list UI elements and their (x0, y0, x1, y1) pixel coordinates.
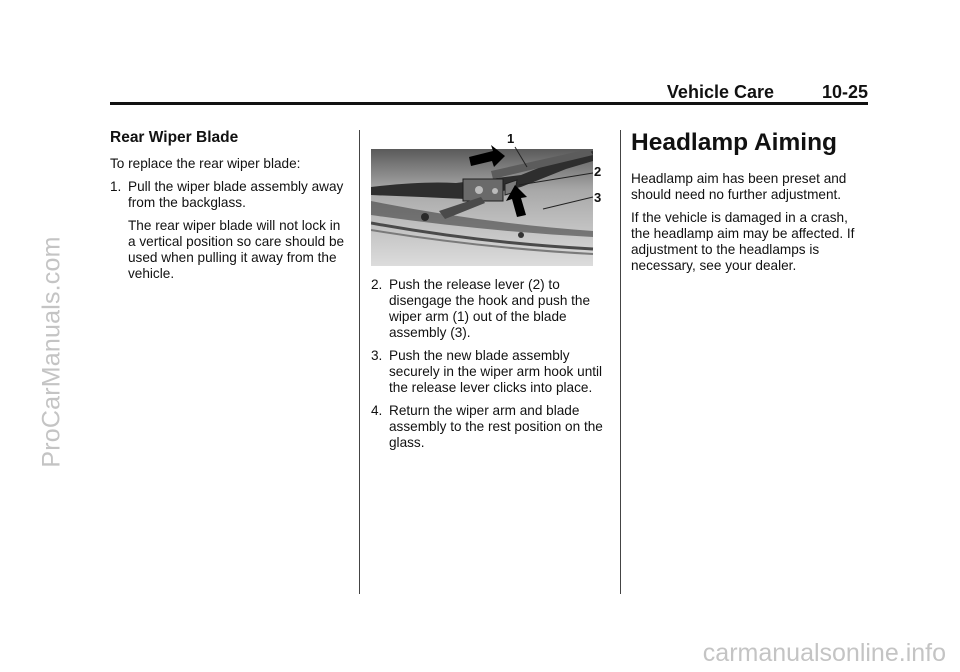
step-text: Pull the wiper blade assembly away from the backglass. (128, 179, 344, 210)
step-item (371, 277, 607, 341)
column-divider-left (359, 130, 360, 594)
headlamp-para-2: If the vehicle is damaged in a crash, the headlamp aim may be affected. If adjustment to the headlamps is necessary, see your dealer. (631, 210, 855, 273)
page-header (110, 82, 868, 104)
middle-column (371, 277, 607, 458)
callout-2: 2 (594, 164, 602, 179)
step-number: 2. (371, 277, 383, 292)
step-number: 4. (371, 403, 383, 418)
wiper-illustration (371, 131, 606, 268)
column-divider-right (620, 130, 621, 594)
step-text: Return the wiper arm and blade assembly to the rest position on the glass. (389, 403, 603, 450)
step-item (371, 403, 607, 451)
header-rule (110, 102, 868, 105)
step-text: Push the new blade assembly securely in the wiper arm hook until the release lever clicks into place. (389, 348, 603, 395)
step-number: 1. (110, 179, 122, 194)
step-text: Push the release lever (2) to disengage the hook and push the wiper arm (1) out of the blade assembly (3). (389, 277, 591, 340)
step-item (110, 179, 350, 211)
callout-1: 1 (507, 131, 515, 146)
headlamp-para-1: Headlamp aim has been preset and should need no further adjustment. (631, 171, 847, 202)
intro-text: To replace the rear wiper blade: (110, 156, 301, 171)
step-item (371, 348, 607, 396)
callout-3: 3 (594, 190, 602, 205)
page-number: 10-25 (821, 82, 868, 102)
section-title: Vehicle Care (666, 82, 774, 102)
headlamp-aiming-heading: Headlamp Aiming (631, 129, 838, 156)
wiper-figure (371, 131, 606, 268)
right-column (631, 128, 869, 281)
side-watermark: ProCarManuals.com (37, 236, 66, 468)
left-column (110, 130, 350, 289)
rear-wiper-heading: Rear Wiper Blade (110, 129, 239, 146)
bottom-watermark: carmanualsonline.info (702, 639, 946, 667)
step-note: The rear wiper blade will not lock in a vertical position so care should be used when pulling it away from the vehicle. (128, 218, 345, 281)
step-number: 3. (371, 348, 383, 363)
